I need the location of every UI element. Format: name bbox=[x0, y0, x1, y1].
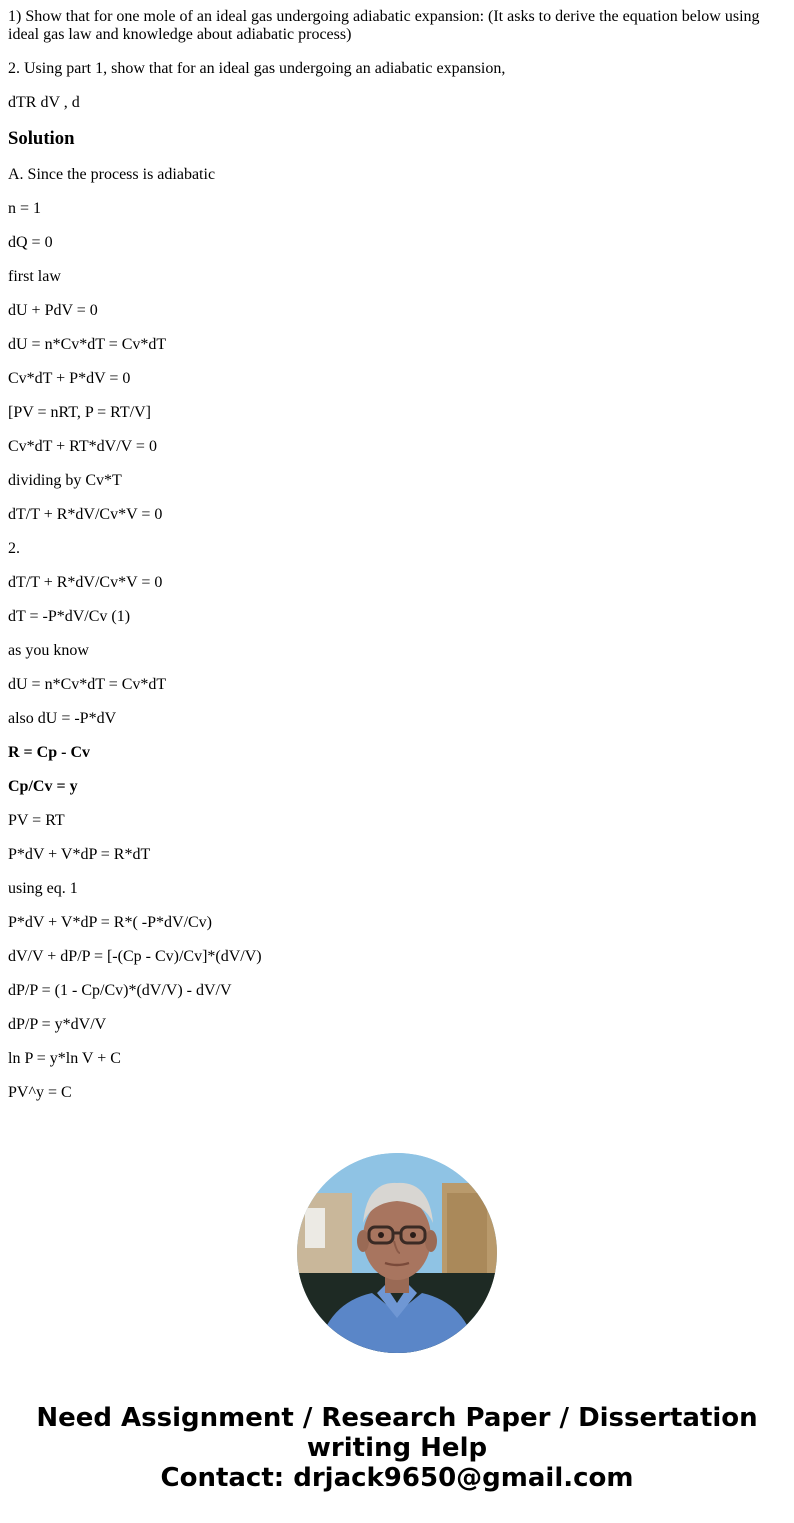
question-part-2: 2. Using part 1, show that for an ideal gas undergoing an adiabatic expansion, bbox=[8, 60, 506, 77]
solution-step: dP/P = (1 - Cp/Cv)*(dV/V) - dV/V bbox=[8, 982, 232, 999]
promo-line-2: writing Help bbox=[306, 1433, 488, 1463]
document-body bbox=[8, 8, 778, 1118]
solution-step: as you know bbox=[8, 642, 89, 659]
solution-step: 2. bbox=[8, 540, 20, 557]
author-portrait-image bbox=[297, 1153, 497, 1353]
solution-steps bbox=[8, 166, 778, 1102]
solution-step: dT/T + R*dV/Cv*V = 0 bbox=[8, 574, 163, 591]
solution-step: n = 1 bbox=[8, 200, 42, 217]
solution-step: dT/T + R*dV/Cv*V = 0 bbox=[8, 506, 163, 523]
solution-step: dV/V + dP/P = [-(Cp - Cv)/Cv]*(dV/V) bbox=[8, 948, 262, 965]
solution-step: first law bbox=[8, 268, 61, 285]
solution-step: dU = n*Cv*dT = Cv*dT bbox=[8, 336, 167, 353]
promo-banner bbox=[0, 1403, 794, 1493]
solution-step: dU + PdV = 0 bbox=[8, 302, 98, 319]
question-part-1: 1) Show that for one mole of an ideal gas undergoing adiabatic expansion: (It asks to derive the equation below using ideal gas law and knowledge about adiabatic process) bbox=[8, 8, 760, 43]
equation-fragment: dTR dV , d bbox=[8, 94, 80, 111]
solution-step: dP/P = y*dV/V bbox=[8, 1016, 107, 1033]
solution-step: dT = -P*dV/Cv (1) bbox=[8, 608, 131, 625]
solution-step: R = Cp - Cv bbox=[8, 744, 91, 761]
solution-step: dU = n*Cv*dT = Cv*dT bbox=[8, 676, 167, 693]
solution-step: P*dV + V*dP = R*dT bbox=[8, 846, 151, 863]
solution-step: PV^y = C bbox=[8, 1084, 72, 1101]
solution-step: also dU = -P*dV bbox=[8, 710, 117, 727]
solution-step: using eq. 1 bbox=[8, 880, 78, 897]
solution-step: Cv*dT + RT*dV/V = 0 bbox=[8, 438, 157, 455]
solution-step: ln P = y*ln V + C bbox=[8, 1050, 121, 1067]
solution-step: dQ = 0 bbox=[8, 234, 53, 251]
solution-step: Cp/Cv = y bbox=[8, 778, 78, 795]
solution-step: dividing by Cv*T bbox=[8, 472, 122, 489]
solution-step: P*dV + V*dP = R*( -P*dV/Cv) bbox=[8, 914, 213, 931]
solution-step: A. Since the process is adiabatic bbox=[8, 166, 216, 183]
solution-step: [PV = nRT, P = RT/V] bbox=[8, 404, 151, 421]
promo-line-1: Need Assignment / Research Paper / Dissertation bbox=[36, 1403, 758, 1433]
solution-step: Cv*dT + P*dV = 0 bbox=[8, 370, 131, 387]
solution-step: PV = RT bbox=[8, 812, 65, 829]
solution-heading: Solution bbox=[8, 128, 75, 149]
author-photo bbox=[297, 1153, 497, 1353]
promo-contact: Contact: drjack9650@gmail.com bbox=[160, 1463, 634, 1493]
